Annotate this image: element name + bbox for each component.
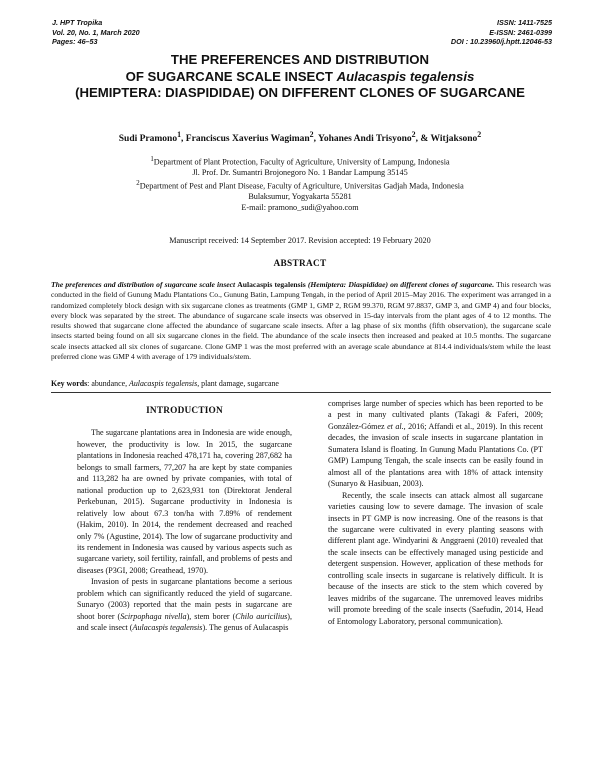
- affiliation-2-address: Bulaksumur, Yogyakarta 55281: [248, 192, 352, 202]
- title-line-2: [40, 69, 560, 86]
- manuscript-dates: Manuscript received: 14 September 2017. Revision accepted: 19 February 2020: [169, 236, 431, 245]
- intro-p3-text-b: , 2016; Affandi et al., 2019). In this recent decades, the invasion of scale insects in sugarcane plantation in Sumatera Island is floating. In Gunung Madu Plantations Co. (PT GMP) Lampung Tengah, the scale insects can be easily found in almost all of the plantations area with 18% of attack intensity (Sunaryo & Hasibuan, 2003).: [328, 421, 543, 489]
- section-divider: [51, 392, 551, 393]
- keywords-pre: : abundance,: [87, 379, 130, 388]
- title-line-2-text: OF SUGARCANE SCALE INSECT: [125, 68, 337, 84]
- affiliation-2-marker: 2: [136, 179, 140, 187]
- abstract-lead-pre: The preferences and distribution of sugarcane scale insect: [51, 280, 238, 289]
- title-line-3: (HEMIPTERA: DIASPIDIDAE) ON DIFFERENT CLONES OF SUGARCANE: [75, 85, 525, 100]
- journal-name: J. HPT Tropika: [52, 18, 103, 27]
- intro-p3-text-a: comprises large number of species which has been reported to be a pest in many cultivated plants (Takagi & Faferi, 2009; González-Gómez: [328, 399, 543, 431]
- intro-p2-species-2: Chilo auricilius: [235, 611, 288, 621]
- author-4-affil: 2: [477, 130, 482, 139]
- intro-p2-text-d: ). The genus of Aulacaspis: [202, 623, 289, 633]
- journal-pages: Pages: 46–53: [52, 37, 98, 47]
- author-2-affil: 2: [309, 130, 314, 139]
- journal-header-left: [52, 18, 140, 47]
- intro-p2-text-a: Invasion of pests in sugarcane plantations become a serious problem which can significantly reduced the yield of sugarcane. Sunaryo (2003) reported that the main pests in sugarcane are shoot borer (: [77, 577, 292, 621]
- keywords: [51, 379, 551, 388]
- affiliation-2: [40, 179, 560, 192]
- intro-paragraph-4: Recently, the scale insects can attack almost all sugarcane varieties causing low to severe damage. The invasion of scale insects in PT GMP is now increasing. One of the reasons is that the sugarcane were cultivated in every planting seasons with different plant age. Windyarini & Anggraeni (2010) revealed that the scale insects can be effectively managed using pesticide and detergent suspension. However, application of these methods for controlling scale insects in sugarcane is relatively difficult. It is because of the insects are stick to the stem which covered by leaves midribs of the sugarcane. The unremoved leaves midribs will promote breeding of the scale insects (Saefudin, 2014, Head of Entomology Laboratory, personal communication).: [328, 490, 543, 626]
- author-1: Sudi Pramono: [118, 134, 178, 145]
- intro-paragraph-3: [328, 398, 543, 490]
- intro-p3-etal: et al.: [387, 421, 404, 431]
- intro-p2-species-3: Aulacaspis tegalensis: [132, 623, 203, 633]
- author-3-affil: 2: [411, 130, 416, 139]
- affiliation-2-text: Department of Pest and Plant Disease, Faculty of Agriculture, Universitas Gadjah Mada, Indonesia: [139, 181, 464, 191]
- eissn: E-ISSN: 2461-0399: [489, 27, 552, 37]
- title-species: Aulacaspis tegalensis: [336, 68, 475, 84]
- intro-paragraph-2: [77, 576, 292, 633]
- intro-paragraph-1: The sugarcane plantations area in Indonesia are wide enough, however, the productivity is low. In 2015, the sugarcane plantations in Indonesia reached 478,171 ha, covering 287,682 ha belongs to small farmers, 77,207 ha are kept by state companies and 113,282 ha are owned by private companies, with total of national production up to 2,623,931 ton (Direktorat Jenderal Perkebunan, 2015). Sugarcane productivity in Indonesia is relatively low about 67.3 ton/ha with 7.89% of rendement (Hakim, 2010). In 2014, the rendement decreased and reached only 7% (Agustine, 2014). The low of sugarcane productivity and its rendement in Indonesia was caused by various aspects such as sugarcane variety, soil fertility, rainfall, and problems of pests and diseases (P3GI, 2008; Greathead, 1970).: [77, 428, 292, 575]
- introduction-heading: INTRODUCTION: [146, 406, 223, 416]
- keywords-species: Aulacaspis tegalensis: [129, 379, 198, 388]
- author-list: Sudi Pramono$^1$, Franciscus Xaverius Wagiman$^2$, Yohanes Andi Trisyono$^2$, & Witjaksono$^2$: [118, 130, 482, 145]
- abstract-lead: [51, 280, 494, 289]
- intro-p2-species-1: Scirpophaga nivella: [120, 611, 187, 621]
- abstract-lead-post: (Hemiptera: Diaspididae) on different clones of sugarcane.: [305, 280, 495, 289]
- paper-title: [40, 52, 560, 102]
- journal-header-right: [451, 18, 552, 47]
- keywords-post: , plant damage, sugarcane: [197, 379, 279, 388]
- abstract-text: This research was conducted in the field of Gunung Madu Plantations Co., Gunung Batin, Lampung Tengah, in the period of April 2015–May 2016. The experiment was arranged in a randomized completely block design with six sugarcane clones as treatments (GMP 1, GMP 2, RGM 99.370, RGM 97.8837, GMP 3, and GMP 4) and four blocks, every block was separated by the street. The abundance of sugarcane scale insects was observed in 15-day intervals from the plant ages of 4 to 12 months. The results showed that sugarcane clone affected the abundance of sugarcane scale insects. After a lag phase of six months (fifth observation), the sugarcane scale insects started being found on all six sugarcane clones in the field. The abundance of the scale insects then increased and peaked at 10.5 months. The sugarcane scale insects attacked all six clones of sugarcane. Clone GMP 1 was the most preferred with an average scale abundance at 814.4 individuals/stem while the least preferred clone was GMP 4 with average of 179 individuals/stem.: [51, 280, 552, 362]
- doi: DOI : 10.23960/j.hptt.12046-53: [450, 37, 552, 47]
- abstract-heading: ABSTRACT: [273, 259, 327, 269]
- intro-p2-text-b: ), stem borer (: [186, 611, 236, 621]
- affiliation-1-address: Jl. Prof. Dr. Sumantri Brojonegoro No. 1 Bandar Lampung 35145: [192, 168, 408, 178]
- keywords-label: Key words: [51, 379, 88, 388]
- intro-p2-text-c: ), and scale insect (: [77, 611, 292, 633]
- left-column: [77, 398, 292, 634]
- author-2: Franciscus Xaverius Wagiman: [185, 134, 310, 145]
- journal-volume: Vol. 20, No. 1, March 2020: [52, 27, 140, 37]
- abstract-body: [51, 280, 551, 362]
- abstract-lead-species: Aulacaspis tegalensis: [237, 280, 306, 289]
- title-line-1: THE PREFERENCES AND DISTRIBUTION: [170, 52, 430, 67]
- affiliation-1-text: Department of Plant Protection, Faculty of Agriculture, University of Lampung, Indonesia: [153, 157, 450, 167]
- author-email: E-mail: pramono_sudi@yahoo.com: [241, 202, 359, 212]
- author-4: Witjaksono: [430, 134, 478, 145]
- affiliations: [40, 155, 560, 213]
- affiliation-1-marker: 1: [150, 156, 154, 163]
- author-3: Yohanes Andi Trisyono: [318, 134, 412, 145]
- affiliation-1: [40, 155, 560, 168]
- issn: ISSN: 1411-7525: [496, 18, 552, 27]
- right-column: [328, 398, 543, 627]
- author-1-affil: 1: [177, 130, 182, 139]
